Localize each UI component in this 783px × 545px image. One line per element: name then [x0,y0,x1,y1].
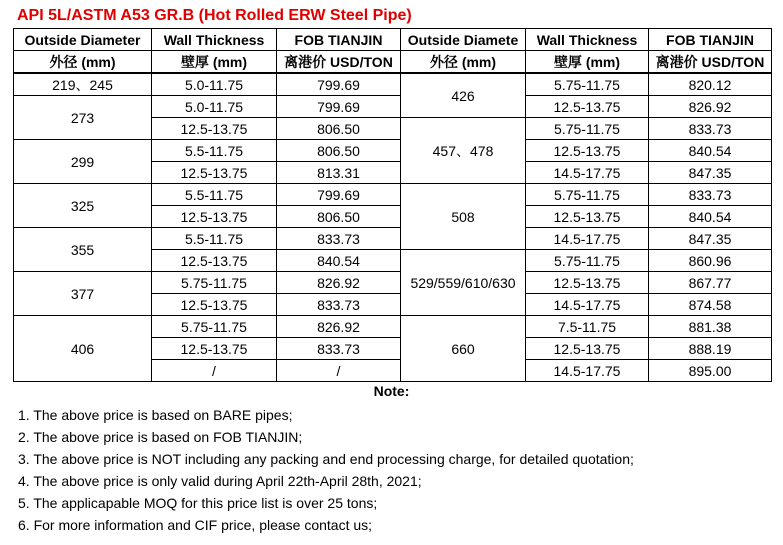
fob-price-cell: 799.69 [277,96,401,118]
note-item: 6. For more information and CIF price, please contact us; [18,517,373,533]
fob-price-cell-right: 847.35 [649,228,772,250]
fob-price-cell: 799.69 [277,184,401,206]
wall-thickness-cell: 5.75-11.75 [152,272,277,294]
header-cn-fob-price-right: 离港价 USD/TON [649,51,772,74]
fob-price-cell: 813.31 [277,162,401,184]
fob-price-cell-right: 833.73 [649,118,772,140]
header-outside-diameter: Outside Diameter [14,29,152,51]
fob-price-cell-right: 881.38 [649,316,772,338]
wall-thickness-cell-right: 14.5-17.75 [526,294,649,316]
outside-diameter-cell-right: 426 [401,73,526,118]
note-item: 4. The above price is only valid during April 22th-April 28th, 2021; [18,473,422,489]
outside-diameter-cell: 219、245 [14,73,152,96]
wall-thickness-cell-right: 5.75-11.75 [526,250,649,272]
wall-thickness-cell: 5.0-11.75 [152,96,277,118]
wall-thickness-cell-right: 12.5-13.75 [526,272,649,294]
wall-thickness-cell-right: 14.5-17.75 [526,162,649,184]
outside-diameter-cell-right: 529/559/610/630 [401,250,526,316]
table-row [14,272,772,294]
header-cn-outside-diameter-right: 外径 (mm) [401,51,526,74]
outside-diameter-cell-right: 508 [401,184,526,250]
fob-price-cell: 840.54 [277,250,401,272]
wall-thickness-cell: 5.0-11.75 [152,73,277,96]
table-row [14,96,772,118]
wall-thickness-cell: 12.5-13.75 [152,118,277,140]
wall-thickness-cell-right: 12.5-13.75 [526,206,649,228]
fob-price-cell-right: 874.58 [649,294,772,316]
header-row-en [14,29,772,51]
wall-thickness-cell-right: 12.5-13.75 [526,140,649,162]
outside-diameter-cell: 325 [14,184,152,228]
header-fob-tianjin-right: FOB TIANJIN [649,29,772,51]
table-row [14,228,772,250]
outside-diameter-cell: 273 [14,96,152,140]
wall-thickness-cell-right: 7.5-11.75 [526,316,649,338]
note-item: 2. The above price is based on FOB TIANJIN; [18,429,303,445]
outside-diameter-cell: 406 [14,316,152,382]
note-item: 3. The above price is NOT including any packing and end processing charge, for detailed quotation; [18,451,634,467]
wall-thickness-cell-right: 14.5-17.75 [526,228,649,250]
wall-thickness-cell: 12.5-13.75 [152,338,277,360]
fob-price-cell-right: 895.00 [649,360,772,382]
table-row [14,73,772,96]
wall-thickness-cell-right: 12.5-13.75 [526,338,649,360]
header-cn-wall-thickness-right: 壁厚 (mm) [526,51,649,74]
wall-thickness-cell: 12.5-13.75 [152,206,277,228]
header-wall-thickness-right: Wall Thickness [526,29,649,51]
note-item: 1. The above price is based on BARE pipes; [18,407,293,423]
wall-thickness-cell: / [152,360,277,382]
wall-thickness-cell: 12.5-13.75 [152,162,277,184]
wall-thickness-cell: 12.5-13.75 [152,294,277,316]
notes-list [18,404,634,536]
outside-diameter-cell: 377 [14,272,152,316]
fob-price-cell: 826.92 [277,316,401,338]
wall-thickness-cell-right: 5.75-11.75 [526,73,649,96]
outside-diameter-cell: 355 [14,228,152,272]
header-cn-wall-thickness: 壁厚 (mm) [152,51,277,74]
note-title: Note: [373,383,410,399]
header-cn-fob-price: 离港价 USD/TON [277,51,401,74]
header-row-cn [14,51,772,74]
fob-price-cell: 806.50 [277,118,401,140]
fob-price-cell: 799.69 [277,73,401,96]
header-wall-thickness: Wall Thickness [152,29,277,51]
header-outside-diameter-right: Outside Diamete [401,29,526,51]
fob-price-cell: 833.73 [277,228,401,250]
wall-thickness-cell-right: 14.5-17.75 [526,360,649,382]
wall-thickness-cell: 5.75-11.75 [152,316,277,338]
wall-thickness-cell: 5.5-11.75 [152,228,277,250]
fob-price-cell: 826.92 [277,272,401,294]
fob-price-cell: 806.50 [277,140,401,162]
wall-thickness-cell: 5.5-11.75 [152,184,277,206]
wall-thickness-cell: 12.5-13.75 [152,250,277,272]
wall-thickness-cell-right: 12.5-13.75 [526,96,649,118]
fob-price-cell-right: 833.73 [649,184,772,206]
table-row [14,140,772,162]
outside-diameter-cell-right: 660 [401,316,526,382]
fob-price-cell-right: 840.54 [649,140,772,162]
fob-price-cell-right: 847.35 [649,162,772,184]
fob-price-cell-right: 867.77 [649,272,772,294]
header-fob-tianjin: FOB TIANJIN [277,29,401,51]
outside-diameter-cell: 299 [14,140,152,184]
wall-thickness-cell: 5.5-11.75 [152,140,277,162]
fob-price-cell-right: 826.92 [649,96,772,118]
note-item: 5. The applicapable MOQ for this price list is over 25 tons; [18,495,378,511]
wall-thickness-cell-right: 5.75-11.75 [526,118,649,140]
table-row [14,316,772,338]
price-table [13,28,772,382]
header-cn-outside-diameter: 外径 (mm) [14,51,152,74]
outside-diameter-cell-right: 457、478 [401,118,526,184]
fob-price-cell: 833.73 [277,294,401,316]
fob-price-cell: / [277,360,401,382]
fob-price-cell: 833.73 [277,338,401,360]
wall-thickness-cell-right: 5.75-11.75 [526,184,649,206]
fob-price-cell-right: 888.19 [649,338,772,360]
fob-price-cell-right: 840.54 [649,206,772,228]
fob-price-cell-right: 820.12 [649,73,772,96]
page-title: API 5L/ASTM A53 GR.B (Hot Rolled ERW Steel Pipe) [17,7,412,24]
fob-price-cell-right: 860.96 [649,250,772,272]
table-row [14,184,772,206]
fob-price-cell: 806.50 [277,206,401,228]
